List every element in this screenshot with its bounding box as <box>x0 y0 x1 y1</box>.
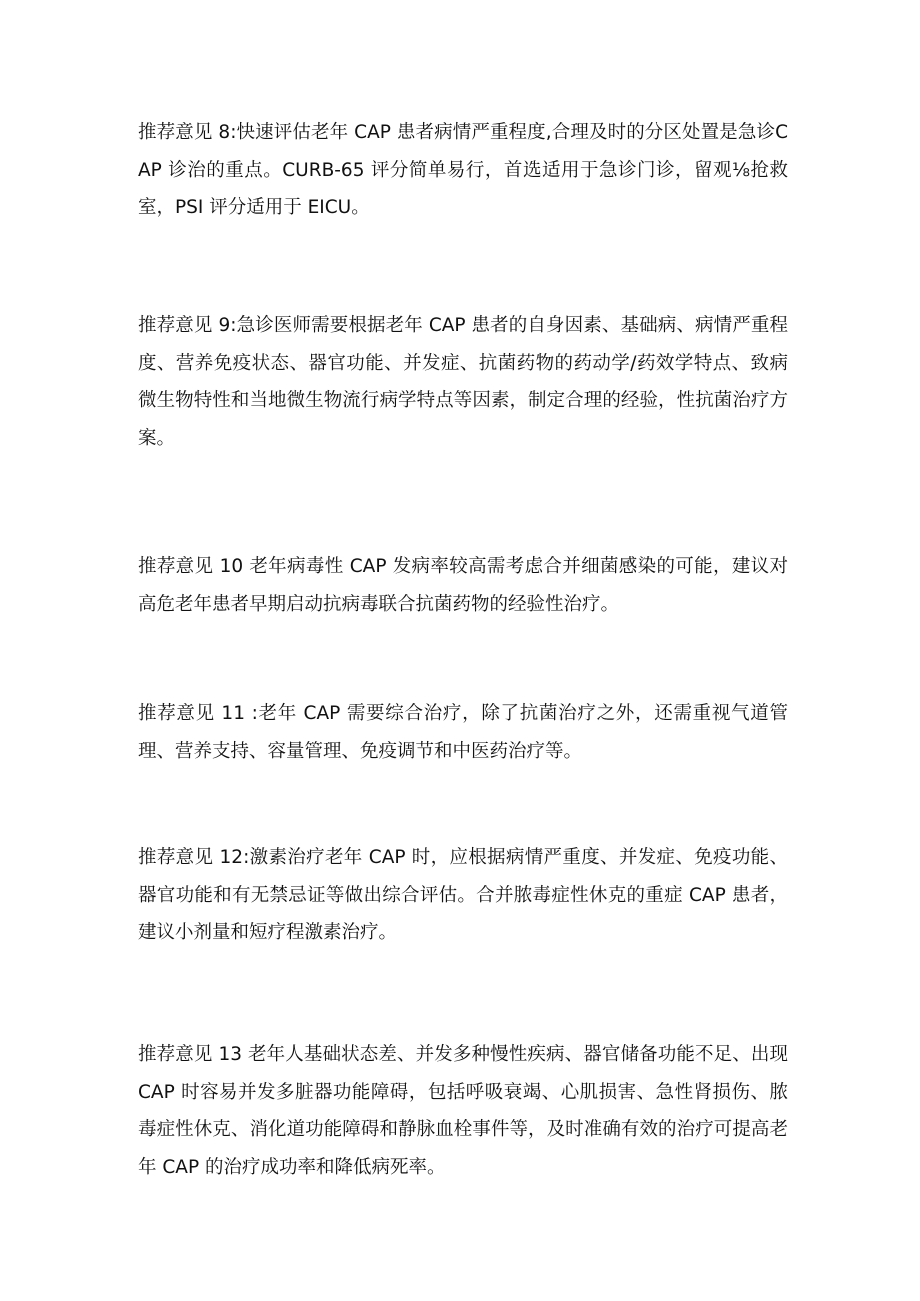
recommendation-10-paragraph: 推荐意见 10 老年病毒性 CAP 发病率较高需考虑合并细菌感染的可能，建议对高危老年患者早期启动抗病毒联合抗菌药物的经验性治疗。 <box>138 556 788 615</box>
recommendation-8-paragraph: 推荐意见 8:快速评估老年 CAP 患者病情严重程度,合理及时的分区处置是急诊CAP 诊治的重点。CURB-65 评分简单易行，首选适用于急诊门诊，留观⅛抢救室，PSI 评分适用于 EICU。 <box>138 122 788 218</box>
recommendation-13-paragraph: 推荐意见 13 老年人基础状态差、并发多种慢性疾病、器官储备功能不足、出现CAP 时容易并发多脏器功能障碍，包括呼吸衰竭、心肌损害、急性肾损伤、脓毒症性休克、消化道功能障碍和静脉血栓事件等，及时准确有效的治疗可提高老年 CAP 的治疗成功率和降低病死率。 <box>138 1044 788 1178</box>
recommendation-9-paragraph: 推荐意见 9:急诊医师需要根据老年 CAP 患者的自身因素、基础病、病情严重程度、营养免疫状态、器官功能、并发症、抗菌药物的药动学/药效学特点、致病微生物特性和当地微生物流行病学特点等因素，制定合理的经验，性抗菌治疗方案。 <box>138 315 788 449</box>
recommendation-11-paragraph: 推荐意见 11 :老年 CAP 需要综合治疗，除了抗菌治疗之外，还需重视气道管理、营养支持、容量管理、免疫调节和中医药治疗等。 <box>138 703 788 762</box>
recommendation-12-paragraph: 推荐意见 12:激素治疗老年 CAP 时，应根据病情严重度、并发症、免疫功能、器官功能和有无禁忌证等做出综合评估。合并脓毒症性休克的重症 CAP 患者，建议小剂量和短疗程激素治疗。 <box>138 847 788 943</box>
